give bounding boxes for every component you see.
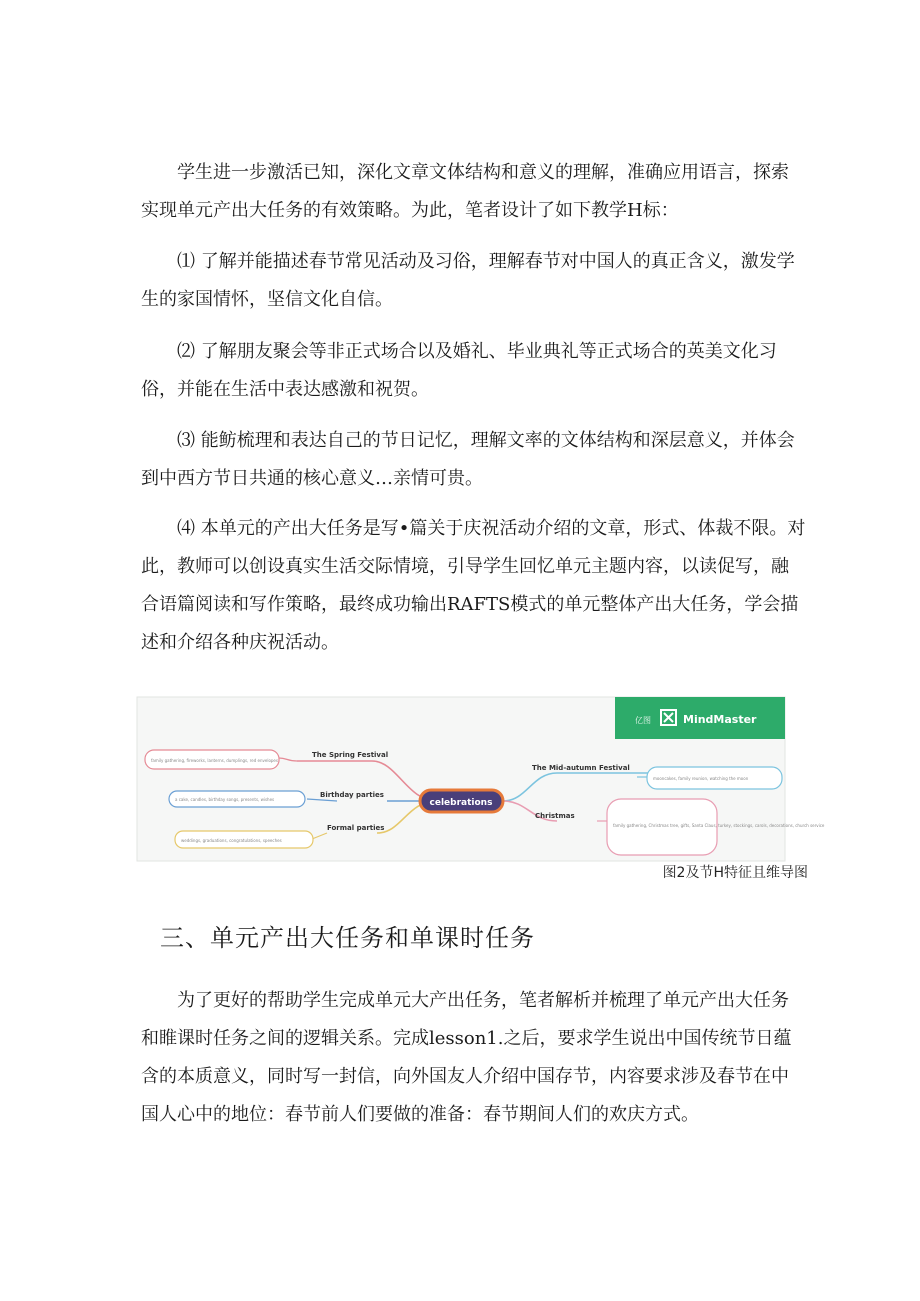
brand-name: MindMaster	[683, 713, 757, 726]
section-body-paragraph: 为了更好的帮助学生完成单元大产出任务，笔者解析并梳理了单元产出大任务和睢课时任务之间的逻辑关系。完成lesson1.之后，要求学生说出中国传统节日蕴含的本质意义，同时写一封信，向外国友人介绍中国存节，内容要求涉及春节在中国人心中的地位：春节前人们要做的准备：春节期间人们的欢庆方式。	[141, 990, 792, 1125]
center-label: celebrations	[429, 798, 493, 808]
figure-caption: 图2及节H特征且维导图	[662, 865, 808, 881]
brand-prefix: 亿图	[635, 716, 651, 725]
branch-birthday-parties: Birthday parties	[320, 791, 384, 799]
detail-christmas: family gathering, Christmas tree, gifts, Santa Claus, turkey, stockings, carols, decorations, church service	[613, 823, 825, 828]
objective-4: ⑷ 本单元的产出大任务是写•篇关于庆祝活动介绍的文章，形式、体裁不限。对此，教师可以创设真实生活交际情境，引导学生回忆单元主题内容，以读促写，融合语篇阅读和写作策略，最终成功输出RAFTS模式的单元整体产出大任务，学会描述和介绍各种庆祝活动。	[141, 518, 806, 653]
mindmap-image	[137, 697, 825, 861]
mindmap-figure	[137, 697, 825, 861]
detail-birthday: a cake, candles, birthday songs, presents, wishes	[175, 797, 275, 802]
objective-1: ⑴ 了解并能描述春节常见活动及习俗，理解春节对中国人的真正含义，激发学生的家国情怀，坚信文化自信。	[141, 251, 795, 310]
section-heading: 三、单元产出大任务和单课时任务	[160, 924, 535, 952]
branch-spring-festival: The Spring Festival	[312, 751, 389, 759]
branch-formal-parties: Formal parties	[327, 824, 385, 832]
intro-paragraph: 学生进一步激活已知，深化文章文体结构和意义的理解，准确应用语言，探索实现单元产出大任务的有效策略。为此，笔者设计了如下教学H标：	[141, 162, 789, 221]
branch-mid-autumn: The Mid-autumn Festival	[532, 764, 630, 772]
branch-christmas: Christmas	[535, 812, 575, 820]
detail-spring: family gathering, fireworks, lanterns, dumplings, red envelopes	[151, 758, 278, 763]
objective-3: ⑶ 能鲂梳理和表达自己的节日记忆，理解文率的文体结构和深层意义，并体会到中西方节日共通的核心意义…亲情可贵。	[141, 430, 795, 489]
detail-formal: weddings, graduations, congratulations, speeches	[181, 838, 282, 843]
objective-2: ⑵ 了解朋友聚会等非正式场合以及婚礼、毕业典礼等正式场合的英美文化习俗，并能在生活中表达感激和祝贺。	[141, 341, 777, 400]
detail-mid-autumn: mooncakes, family reunion, watching the moon	[653, 776, 749, 781]
